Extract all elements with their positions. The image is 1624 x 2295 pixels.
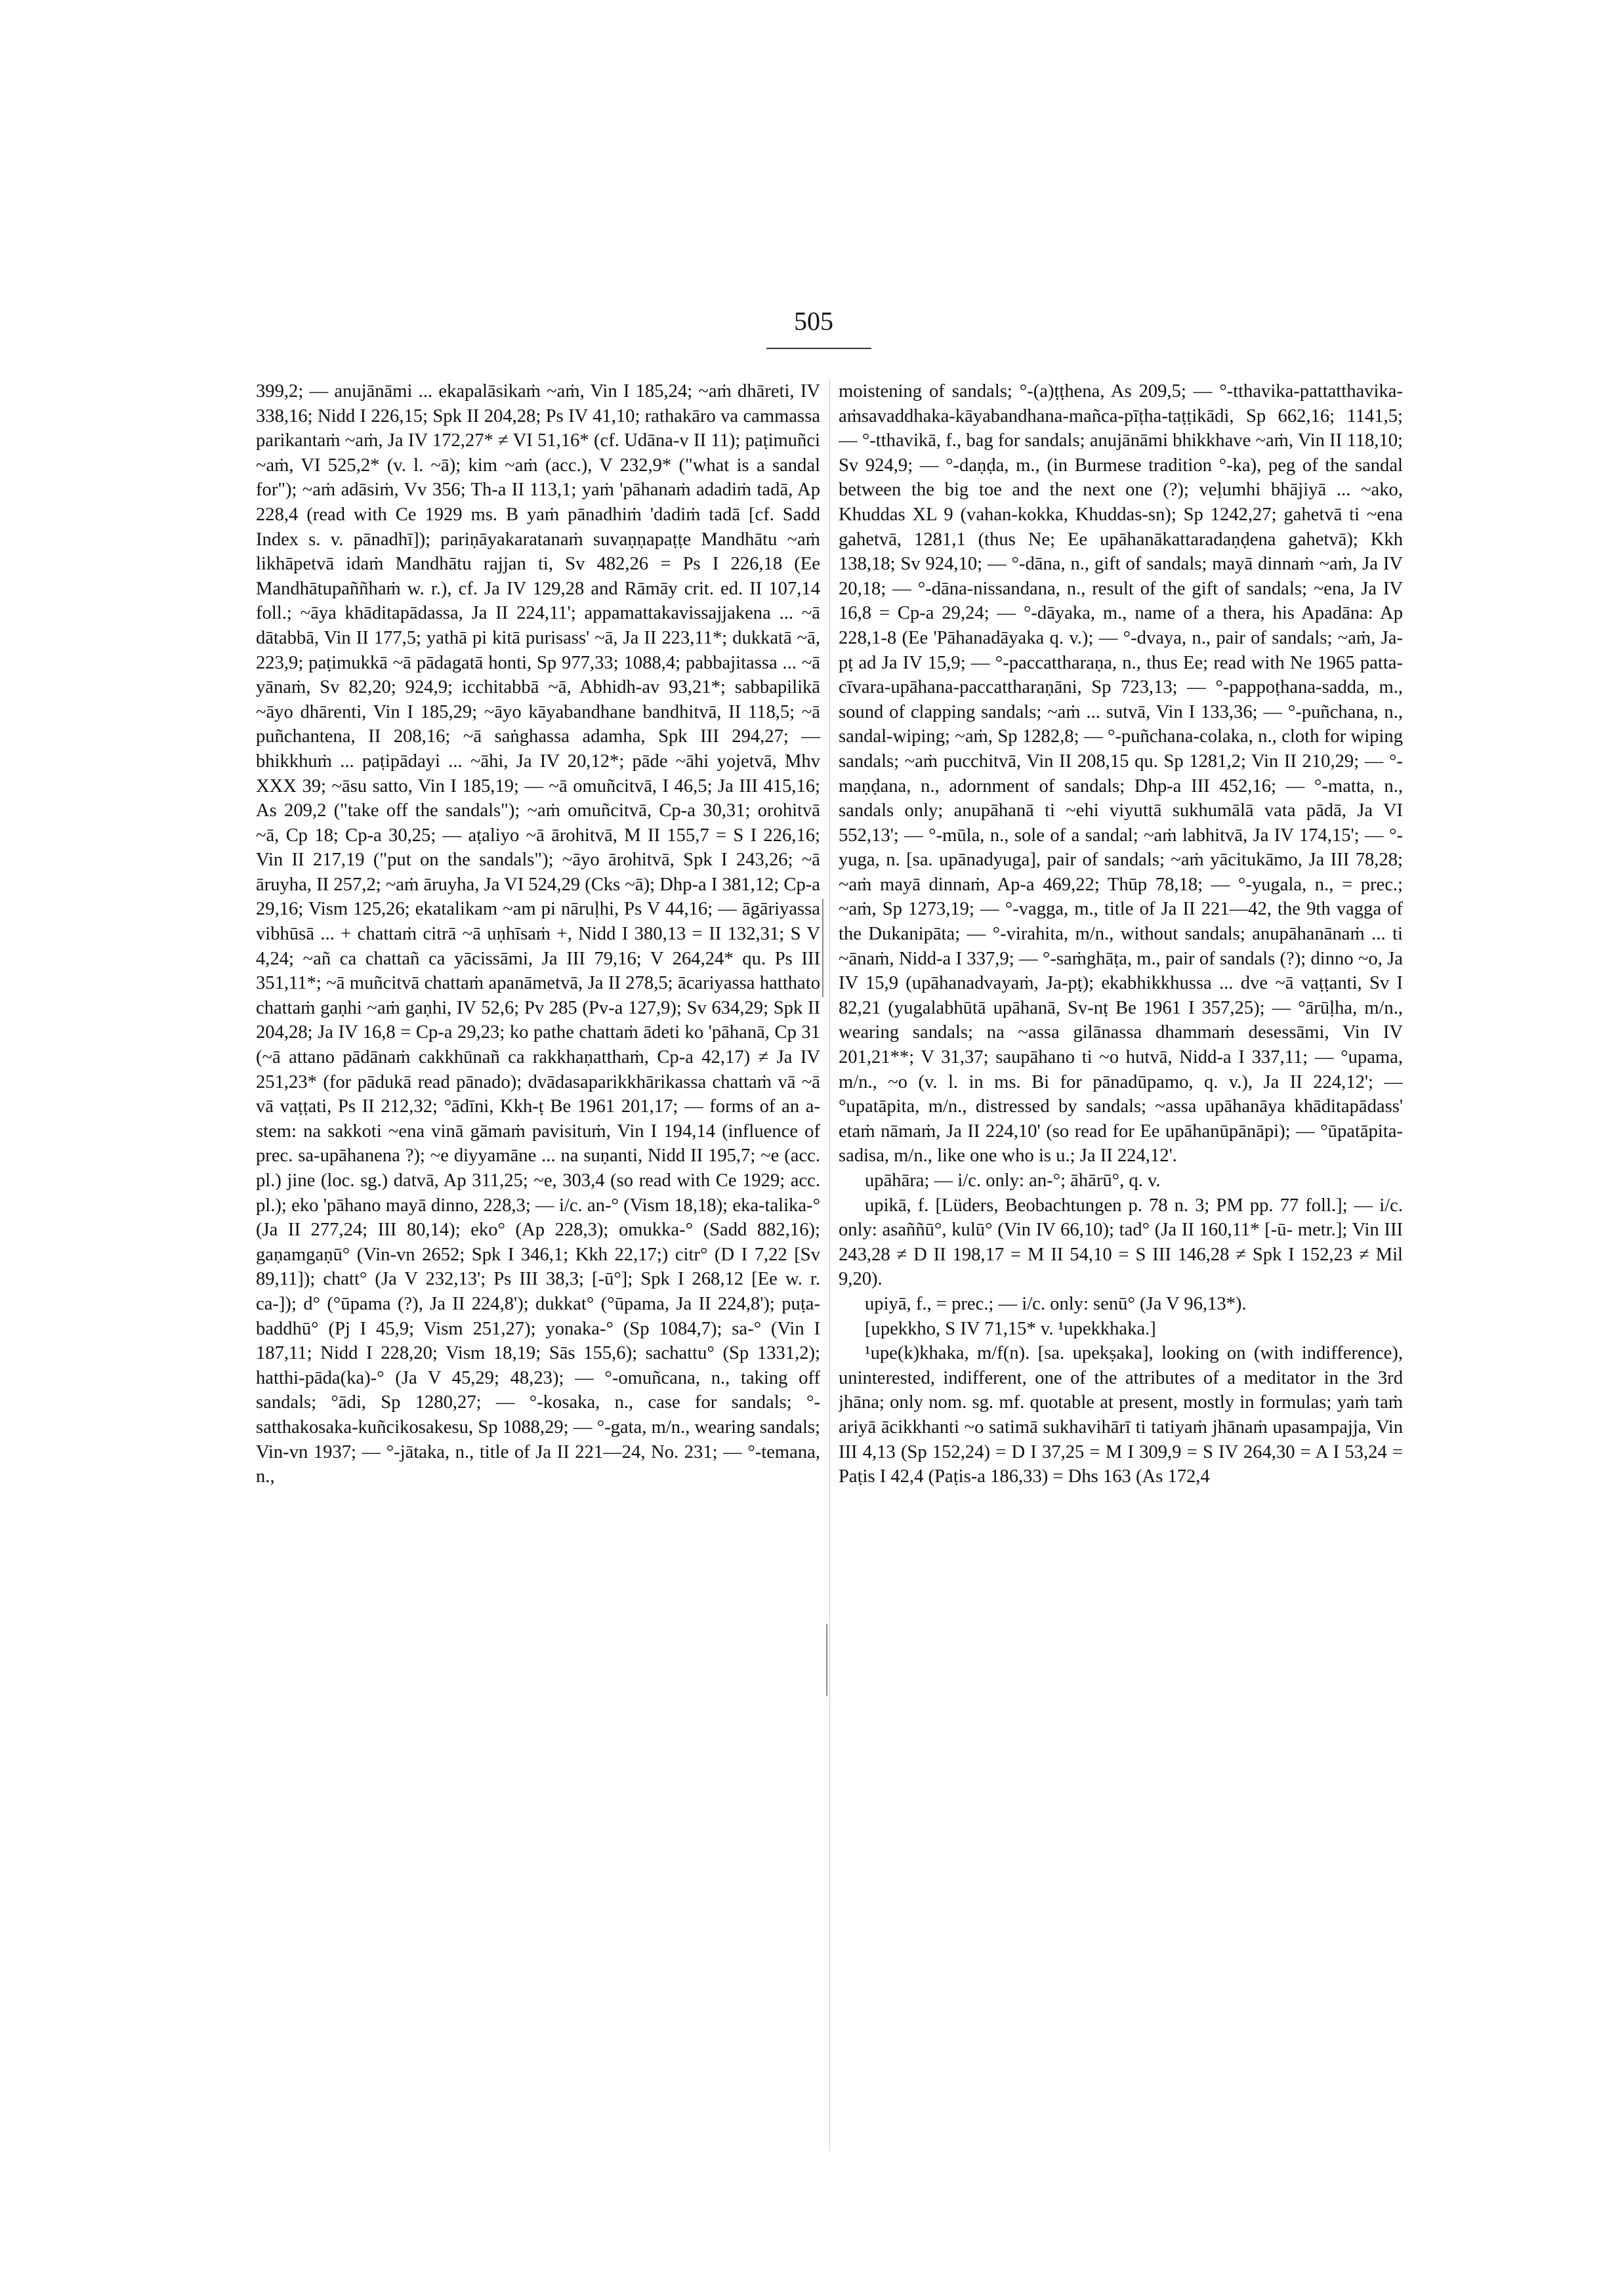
scan-mark — [822, 899, 823, 997]
entry-paragraph: upāhāra; — i/c. only: an-°; āhārū°, q. v. — [865, 1170, 1161, 1191]
page-number-rule — [766, 348, 871, 349]
right-column — [839, 379, 1403, 2124]
entry-paragraph: 399,2; — anujānāmi ... ekapalāsikaṁ ~aṁ, Vin I 185,24; ~aṁ dhāreti, IV 338,16; Nidd I 226,15; Spk II 204,28; Ps IV 41,10; rathakāro va cammassa parikantaṁ ~aṁ, Ja IV 172,27* ≠ VI 51,16* (cf. Udāna-v II 11); paṭimuñci ~aṁ, VI 525,2* (v. l. ~ā); kim ~aṁ (acc.), V 232,9* ("what is a sandal for"); ~aṁ adāsiṁ, Vv 356; Th-a II 113,1; yaṁ 'pāhanaṁ adadiṁ tadā, Ap 228,4 (read with Ce 1929 ms. B yaṁ pānadhiṁ 'dadiṁ tadā [cf. Sadd Index s. v. pānadhī]); pariṇāyakaratanaṁ suvaṇṇapaṭṭe Mandhātu ~aṁ likhāpetvā idaṁ Mandhātu rajjan ti, Sv 482,26 = Ps I 226,18 (Ee Mandhātupaññhaṁ w. r.), cf. Ja IV 129,28 and Rāmāy crit. ed. II 107,14 foll.; ~āya khāditapādassa, Ja II 224,11'; appamattakavissajjakena ... ~ā dātabbā, Vin II 177,5; yathā pi kitā purisass' ~ā, Ja II 223,11*; dukkatā ~ā, 223,9; paṭimukkā ~ā pādagatā honti, Sp 977,33; 1088,4; pabbajitassa ... ~ā yānaṁ, Sv 82,20; 924,9; icchitabbā ~ā, Abhidh-av 93,21*; sabbapilikā ~āyo dhārenti, Vin I 185,29; ~āyo kāyabandhane bandhitvā, II 118,5; ~ā puñchantena, II 208,16; ~ā saṅghassa adamha, Spk III 294,27; — bhikkhuṁ ... paṭipādayi ... ~āhi, Ja IV 20,12*; pāde ~āhi yojetvā, Mhv XXX 39; ~āsu satto, Vin I 185,19; — ~ā omuñcitvā, I 46,5; Ja III 415,16; As 209,2 ("take off the sandals"); ~aṁ omuñcitvā, Cp-a 30,31; orohitvā ~ā, Cp 18; Cp-a 30,25; — aṭaliyo ~ā ārohitvā, M II 155,7 = S I 226,16; Vin II 217,19 ("put on the sandals"); ~āyo ārohitvā, Spk I 243,26; ~ā āruyha, II 257,2; ~aṁ āruyha, Ja VI 524,29 (Cks ~ā); Dhp-a I 381,12; Cp-a 29,16; Vism 125,26; ekatalikam ~am pi nāruḷhi, Ps V 44,16; — āgāriyassa vibhūsā ... + chattaṁ citrā ~ā uṇhīsaṁ +, Nidd I 380,13 = II 132,31; S V 4,24; ~añ ca chattañ ca yācissāmi, Ja III 79,16; V 264,24* qu. Ps III 351,11*; ~ā muñcitvā chattaṁ apanāmetvā, Ja II 278,5; ācariyassa hatthato chattaṁ gaṇhi ~aṁ gaṇhi, IV 52,6; Pv 285 (Pv-a 127,9); Sv 634,29; Spk II 204,28; Ja IV 16,8 = Cp-a 29,23; ko pathe chattaṁ ādeti ko 'pāhanā, Cp 31 (~ā attano pādānaṁ cakkhūnañ ca rakkhaṇatthaṁ, Cp-a 42,17) ≠ Ja IV 251,23* (for pādukā read pānado); dvādasaparikkhārikassa chattaṁ vā ~ā vā vaṭṭati, Ps II 212,32; °ādīni, Kkh-ṭ Be 1961 201,17; — forms of an a-stem: na sakkoti ~ena vinā gāmaṁ pavisituṁ, Vin I 194,14 (influence of prec. sa-upāhanena ?); ~e diyyamāne ... na suṇanti, Nidd II 195,7; ~e (acc. pl.) jine (loc. sg.) datvā, Ap 311,25; ~e, 303,4 (so read with Ce 1929; acc. pl.); eko 'pāhano mayā dinno, 228,3; — i/c. an-° (Vism 18,18); eka-talika-° (Ja II 277,24; III 80,14); eko° (Ap 228,3); omukka-° (Sadd 882,16); gaṇamgaṇū° (Vin-vn 2652; Spk I 346,1; Kkh 22,17;) citr° (D I 7,22 [Sv 89,11]); chatt° (Ja V 232,13'; Ps III 38,3; [-ū°]; Spk I 268,12 [Ee w. r. ca-]); d° (°ūpama (?), Ja II 224,8'); dukkat° (°ūpama, Ja II 224,8'); puṭa-baddhū° (Pj I 45,9; Vism 251,27); yonaka-° (Sp 1084,7); sa-° (Vin I 187,11; Nidd I 228,20; Vism 18,19; Sās 155,6); sachattu° (Sp 1331,2); hatthi-pāda(ka)-° (Ja V 45,29; 48,23); — °-omuñcana, n., taking off sandals; °ādi, Sp 1280,27; — °-kosaka, n., case for sandals; °-satthakosaka-kuñcikosakesu, Sp 1088,29; — °-gata, m/n., wearing sandals; Vin-vn 1937; — °-jātaka, n., title of Ja II 221—24, No. 231; — °-temana, n., — [256, 381, 820, 1487]
entry-paragraph: upiyā, f., = prec.; — i/c. only: senū° (Ja V 96,13*). — [865, 1293, 1247, 1314]
column-divider — [829, 379, 830, 2151]
entry-paragraph: ¹upe(k)khaka, m/f(n). [sa. upekṣaka], looking on (with indifference), uninterested, indifferent, one of the attributes of a meditator in the 3rd jhāna; only nom. sg. mf. quotable at present, mostly in formulas; yaṁ taṁ ariyā ācikkhanti ~o satimā sukhavihārī ti tatiyaṁ jhānaṁ upasampajja, Vin III 4,13 (Sp 152,24) = D I 37,25 = M I 309,9 = S IV 264,30 = A I 53,24 = Paṭis I 42,4 (Paṭis-a 186,33) = Dhs 163 (As 172,4 — [839, 1343, 1403, 1487]
scan-mark — [826, 1624, 827, 1696]
left-column — [256, 379, 820, 2124]
entry-paragraph: moistening of sandals; °-(a)ṭṭhena, As 209,5; — °-tthavika-pattatthavika-aṁsavaddhaka-kāyabandhana-mañca-pīṭha-taṭṭikādi, Sp 662,16; 1141,5; — °-tthavikā, f., bag for sandals; anujānāmi bhikkhave ~aṁ, Vin II 118,10; Sv 924,9; — °-daṇḍa, m., (in Burmese tradition °-ka), peg of the sandal between the big toe and the next one (?); veḷumhi bhājiyā ... ~ako, Khuddas XL 9 (vahan-kokka, Khuddas-sn); Sp 1242,27; gahetvā ti ~ena gahetvā, 1281,1 (thus Ne; Ee upāhanākattaradaṇḍena gahetvā); Kkh 138,18; Sv 924,10; — °-dāna, n., gift of sandals; mayā dinnaṁ ~aṁ, Ja IV 20,18; — °-dāna-nissandana, n., result of the gift of sandals; ~ena, Ja IV 16,8 = Cp-a 29,24; — °-dāyaka, m., name of a thera, his Apadāna: Ap 228,1-8 (Ee 'Pāhanadāyaka q. v.); — °-dvaya, n., pair of sandals; ~aṁ, Ja-pṭ ad Ja IV 15,9; — °-paccattharaṇa, n., thus Ee; read with Ne 1965 patta-cīvara-upāhana-paccattharaṇāni, Sp 723,13; — °-pappoṭhana-sadda, m., sound of clapping sandals; ~aṁ ... sutvā, Vin I 133,36; — °-puñchana, n., sandal-wiping; ~aṁ, Sp 1282,8; — °-puñchana-colaka, n., cloth for wiping sandals; ~aṁ pucchitvā, Vin II 208,15 qu. Sp 1281,2; Vin II 210,29; — °-maṇḍana, n., adornment of sandals; Dhp-a III 452,16; — °-matta, n., sandals only; anupāhanā ti ~ehi viyuttā sukhumālā vata pādā, Ja VI 552,13'; — °-mūla, n., sole of a sandal; ~aṁ labhitvā, Ja IV 174,15'; — °-yuga, n. [sa. upānadyuga], pair of sandals; ~aṁ yācitukāmo, Ja III 78,28; ~aṁ mayā dinnaṁ, Ap-a 469,22; Thūp 78,18; — °-yugala, n., = prec.; ~aṁ, Sp 1273,19; — °-vagga, m., title of Ja II 221—42, the 9th vagga of the Dukanipāta; — °-virahita, m/n., without sandals; anupāhanānaṁ ... ti ~ānaṁ, Nidd-a I 337,9; — °-saṁghāṭa, m., pair of sandals (?); dinno ~o, Ja IV 15,9 (upāhanadvayaṁ, Ja-pṭ); ekabhikkhussa ... dve ~ā vaṭṭanti, Sv I 82,21 (yugalabhūtā upāhanā, Sv-nṭ Be 1961 I 357,25); — °ārūḷha, m/n., wearing sandals; na ~assa gilānassa dhammaṁ desessāmi, Vin IV 201,21**; V 31,37; saupāhano ti ~o hutvā, Nidd-a I 337,11; — °upama, m/n., ~o (v. l. in ms. Bi for pānadūpamo, q. v.), Ja II 224,12'; — °upatāpita, m/n., distressed by sandals; ~assa upāhanāya khāditapādass' etaṁ nāmaṁ, Ja II 224,10' (so read for Ee upāhanūpānāpi); — °ūpatāpita-sadisa, m/n., like one who is u.; Ja II 224,12'. — [839, 381, 1403, 1167]
page-number: 505 — [794, 306, 833, 336]
entry-paragraph: upikā, f. [Lüders, Beobachtungen p. 78 n. 3; PM pp. 77 foll.]; — i/c. only: asaññū°, kulū° (Vin IV 66,10); tad° (Ja II 160,11* [-ū- metr.]; Vin III 243,28 ≠ D II 198,17 = M II 54,10 = S III 146,28 ≠ Spk I 152,23 ≠ Mil 9,20). — [839, 1195, 1403, 1290]
entry-paragraph: [upekkho, S IV 71,15* v. ¹upekkhaka.] — [865, 1318, 1156, 1339]
